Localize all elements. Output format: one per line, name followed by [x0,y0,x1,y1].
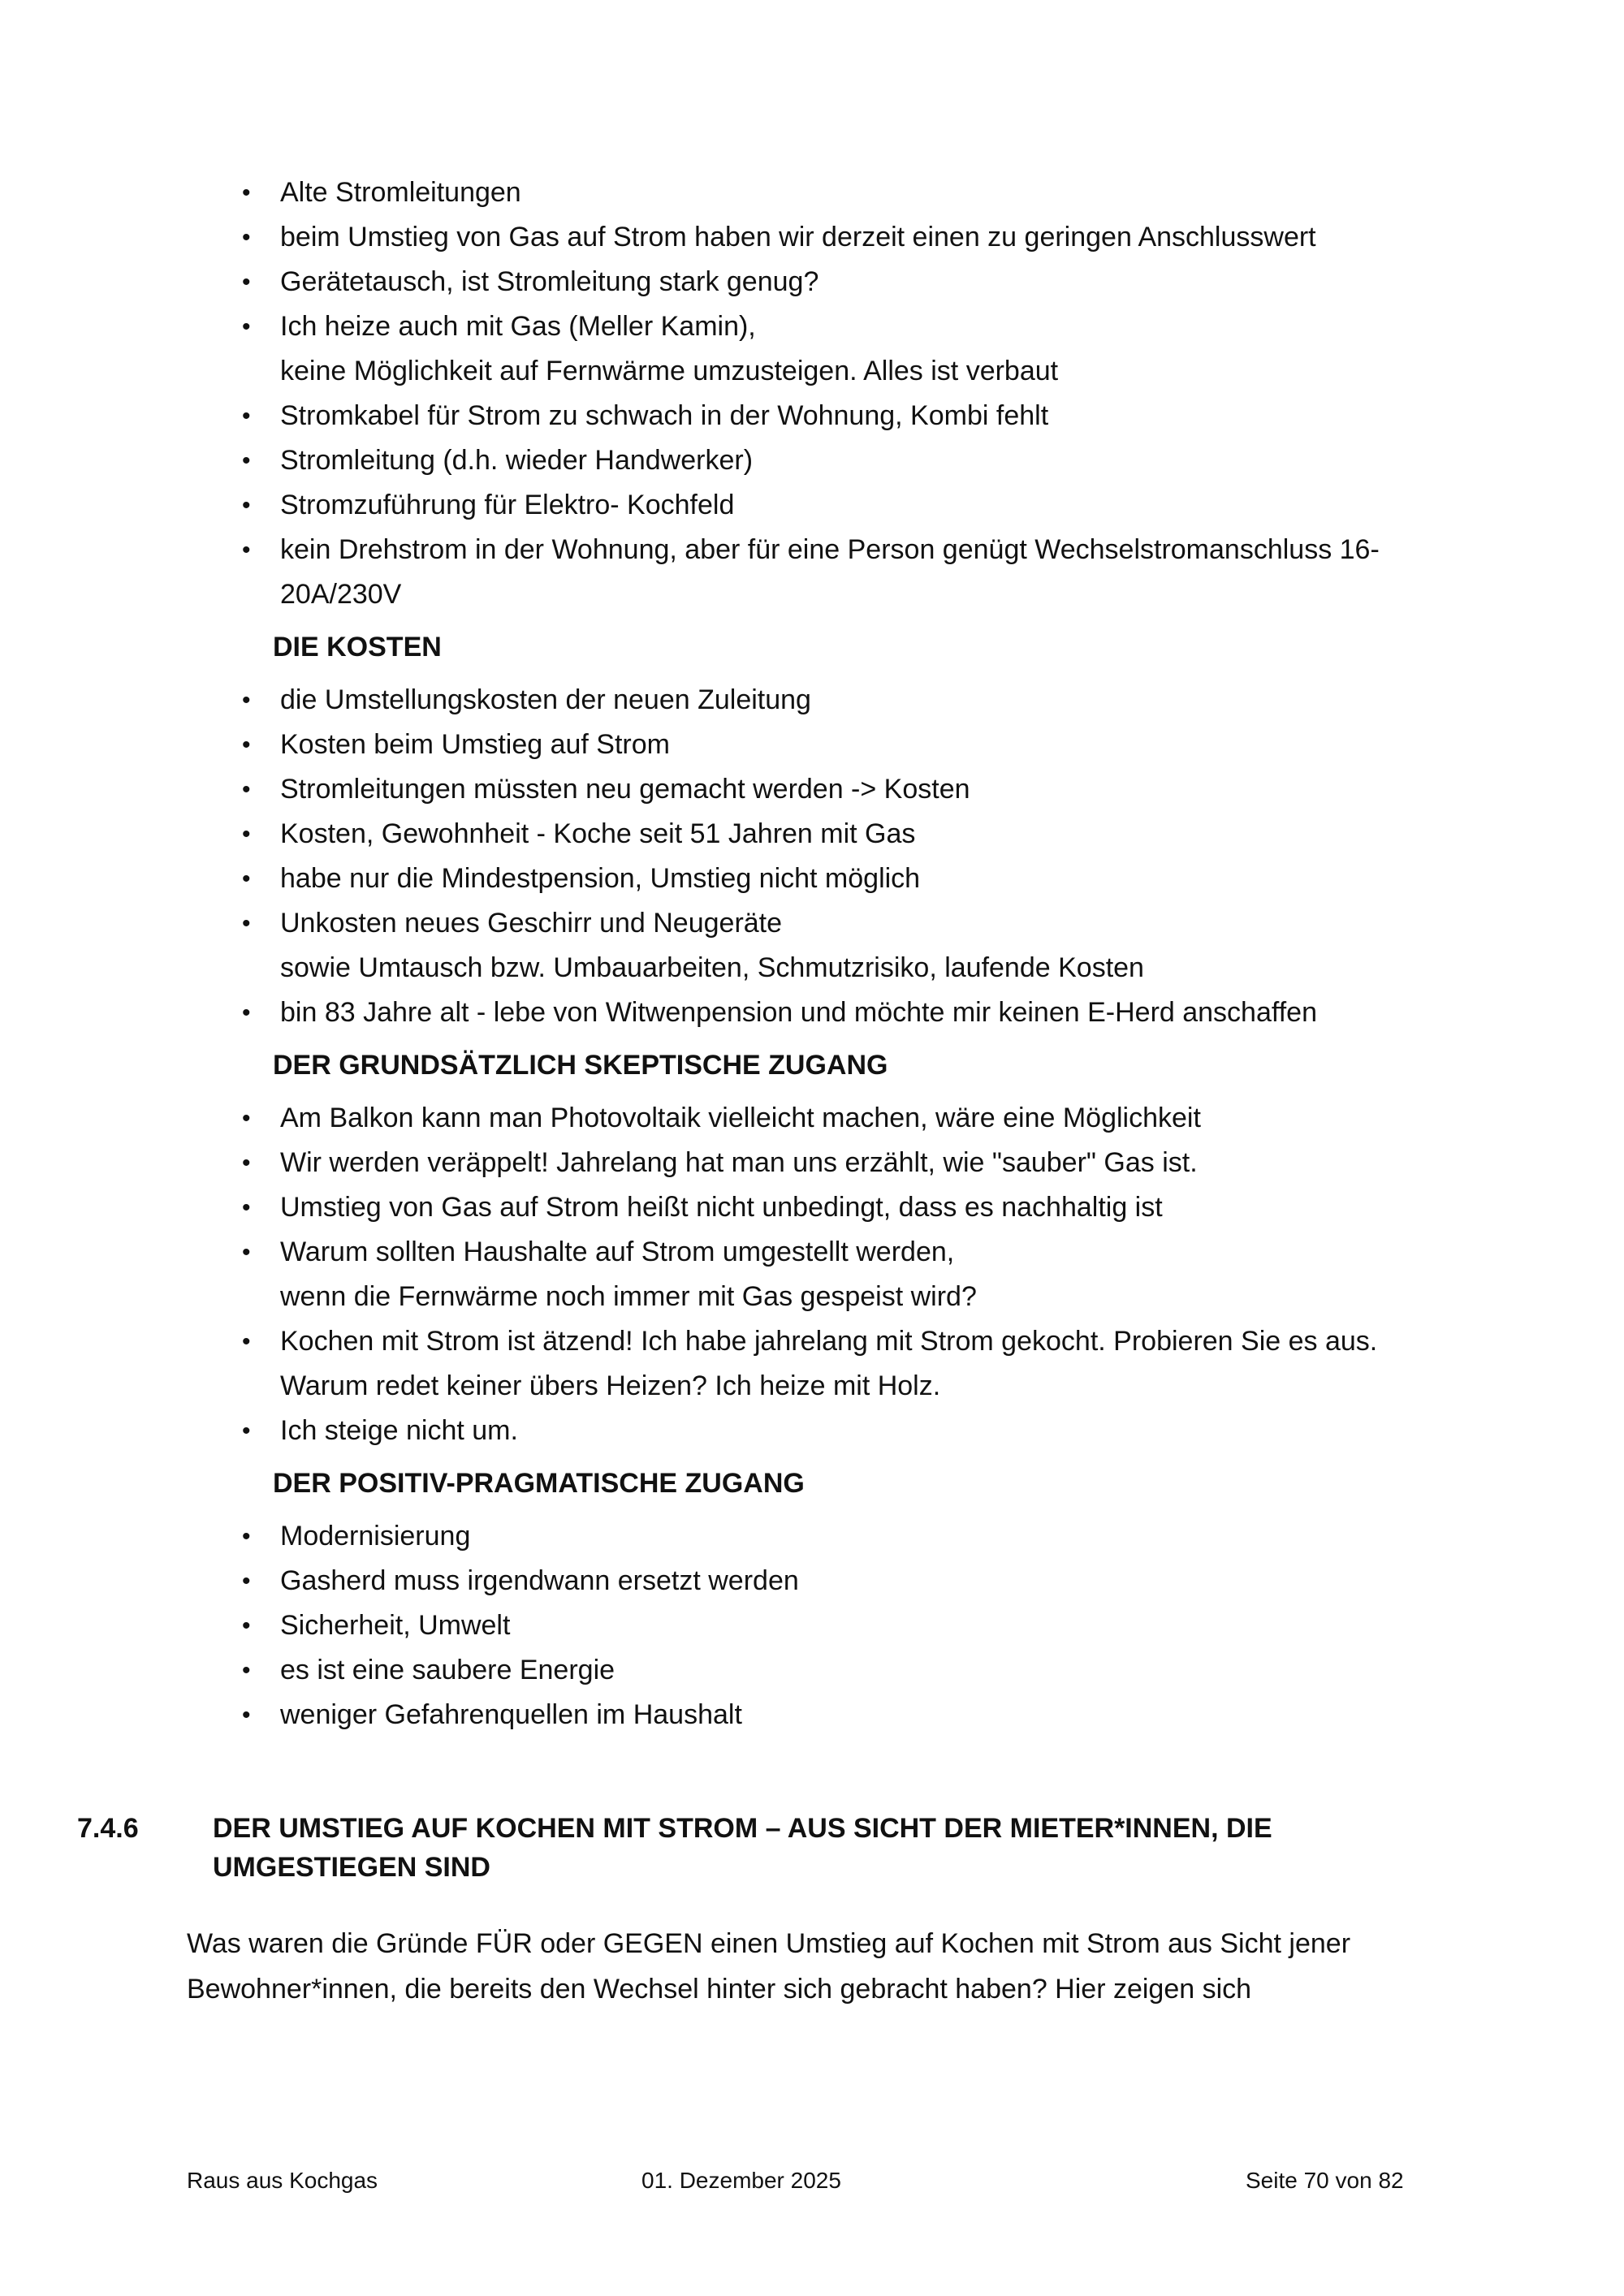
section-number: 7.4.6 [77,1813,139,1844]
list-item-text: beim Umstieg von Gas auf Strom haben wir derzeit einen zu geringen Anschlusswert [280,222,1316,252]
bullet-list-positiv [0,1514,1624,1737]
list-item-text: weniger Gefahrenquellen im Haushalt [280,1699,742,1730]
page-content [0,170,1624,2012]
list-item-text: Kochen mit Strom ist ätzend! Ich habe jahrelang mit Strom gekocht. Probieren Sie es aus. [280,1326,1378,1357]
list-item [0,812,1624,857]
bullet-icon: • [242,821,251,848]
bullet-icon: • [242,313,251,340]
list-item-text: Unkosten neues Geschirr und Neugeräte [280,908,783,939]
list-item-text: keine Möglichkeit auf Fernwärme umzusteigen. Alles ist verbaut [280,356,1059,386]
bullet-icon: • [242,269,251,296]
section-title: DER UMSTIEG AUF KOCHEN MIT STROM – AUS SICHT DER MIETER*INNEN, DIE UMGESTIEGEN SIND [213,1813,1272,1883]
bullet-icon: • [242,179,251,206]
list-item [0,1559,1624,1603]
footer-page-number: Seite 70 von 82 [1246,2168,1404,2193]
bullet-icon: • [242,403,251,429]
bullet-list-skeptisch [0,1096,1624,1453]
list-item [0,260,1624,304]
list-item-text: Stromleitungen müssten neu gemacht werden -> Kosten [280,774,970,805]
list-item-text: es ist eine saubere Energie [280,1655,615,1685]
list-item [0,1514,1624,1559]
list-item-text: Sicherheit, Umwelt [280,1610,511,1641]
list-item-text: Ich heize auch mit Gas (Meller Kamin), [280,311,756,342]
list-item-text: Modernisierung [280,1521,471,1552]
list-item-text: sowie Umtausch bzw. Umbauarbeiten, Schmutzrisiko, laufende Kosten [280,952,1144,983]
subheading-kosten: DIE KOSTEN [273,632,442,662]
bullet-icon: • [242,999,251,1026]
list-item-text: Stromzuführung für Elektro- Kochfeld [280,490,735,520]
bullet-icon: • [242,1239,251,1266]
list-item-text: Stromleitung (d.h. wieder Handwerker) [280,445,754,476]
bullet-icon: • [242,1568,251,1595]
bullet-icon: • [242,1702,251,1728]
list-item-text: Am Balkon kann man Photovoltaik vielleicht machen, wäre eine Möglichkeit [280,1103,1201,1133]
list-item-text: Gasherd muss irgendwann ersetzt werden [280,1565,799,1596]
list-item-text: bin 83 Jahre alt - lebe von Witwenpension und möchte mir keinen E-Herd anschaffen [280,997,1317,1028]
list-item [0,857,1624,901]
list-item-text: Gerätetausch, ist Stromleitung stark genug? [280,266,819,297]
body-paragraph [0,1921,1405,2012]
bullet-icon: • [242,447,251,474]
bullet-icon: • [242,1418,251,1444]
list-item-text: kein Drehstrom in der Wohnung, aber für eine Person genügt Wechselstromanschluss 16- [280,534,1380,565]
bullet-icon: • [242,1328,251,1355]
paragraph-line: Was waren die Gründe FÜR oder GEGEN einen Umstieg auf Kochen mit Strom aus Sicht jener [187,1928,1351,1959]
list-item-text: Stromkabel für Strom zu schwach in der Wohnung, Kombi fehlt [280,400,1049,431]
paragraph-line: Bewohner*innen, die bereits den Wechsel hinter sich gebracht haben? Hier zeigen sich [187,1974,1252,2005]
list-item [0,990,1624,1035]
bullet-icon: • [242,224,251,251]
footer-date: 01. Dezember 2025 [641,2168,841,2193]
list-item-text: die Umstellungskosten der neuen Zuleitung [280,684,811,715]
list-item-text: habe nur die Mindestpension, Umstieg nicht möglich [280,863,921,894]
list-item [0,483,1624,528]
list-item [0,394,1624,438]
bullet-icon: • [242,1150,251,1176]
bullet-list-leitungen [0,170,1624,617]
list-item [0,1319,1624,1409]
list-item [0,1096,1624,1141]
list-item [0,1648,1624,1693]
list-item-text: Kosten, Gewohnheit - Koche seit 51 Jahren mit Gas [280,818,916,849]
bullet-icon: • [242,1105,251,1132]
subheading-skeptisch: DER GRUNDSÄTZLICH SKEPTISCHE ZUGANG [273,1050,888,1081]
bullet-icon: • [242,687,251,714]
list-item [0,723,1624,767]
list-item [0,170,1624,215]
list-item-text: Ich steige nicht um. [280,1415,518,1446]
list-item [0,901,1624,990]
bullet-icon: • [242,865,251,892]
list-item-text: Warum sollten Haushalte auf Strom umgestellt werden, [280,1236,955,1267]
list-item [0,1141,1624,1185]
bullet-icon: • [242,732,251,758]
bullet-icon: • [242,1523,251,1550]
bullet-icon: • [242,910,251,937]
list-item-text: wenn die Fernwärme noch immer mit Gas gespeist wird? [280,1281,977,1312]
footer-document-title: Raus aus Kochgas [187,2168,378,2193]
list-item-text: Wir werden veräppelt! Jahrelang hat man uns erzählt, wie "sauber" Gas ist. [280,1147,1198,1178]
list-item-text: Alte Stromleitungen [280,177,521,208]
list-item [0,678,1624,723]
bullet-icon: • [242,1194,251,1221]
list-item-text: Kosten beim Umstieg auf Strom [280,729,670,760]
list-item [0,1230,1624,1319]
list-item [0,304,1624,394]
bullet-icon: • [242,776,251,803]
list-item [0,215,1624,260]
list-item [0,767,1624,812]
list-item [0,528,1624,617]
list-item [0,1603,1624,1648]
bullet-icon: • [242,492,251,519]
bullet-list-kosten [0,678,1624,1035]
list-item-text: Warum redet keiner übers Heizen? Ich heize mit Holz. [280,1370,941,1401]
list-item [0,1693,1624,1737]
list-item-text: Umstieg von Gas auf Strom heißt nicht unbedingt, dass es nachhaltig ist [280,1192,1163,1223]
bullet-icon: • [242,1657,251,1684]
subheading-positiv: DER POSITIV-PRAGMATISCHE ZUGANG [273,1468,805,1499]
list-item [0,1185,1624,1230]
list-item-text: 20A/230V [280,579,402,610]
list-item [0,438,1624,483]
bullet-icon: • [242,1612,251,1639]
list-item [0,1409,1624,1453]
section-heading [0,1809,1624,1887]
bullet-icon: • [242,537,251,563]
